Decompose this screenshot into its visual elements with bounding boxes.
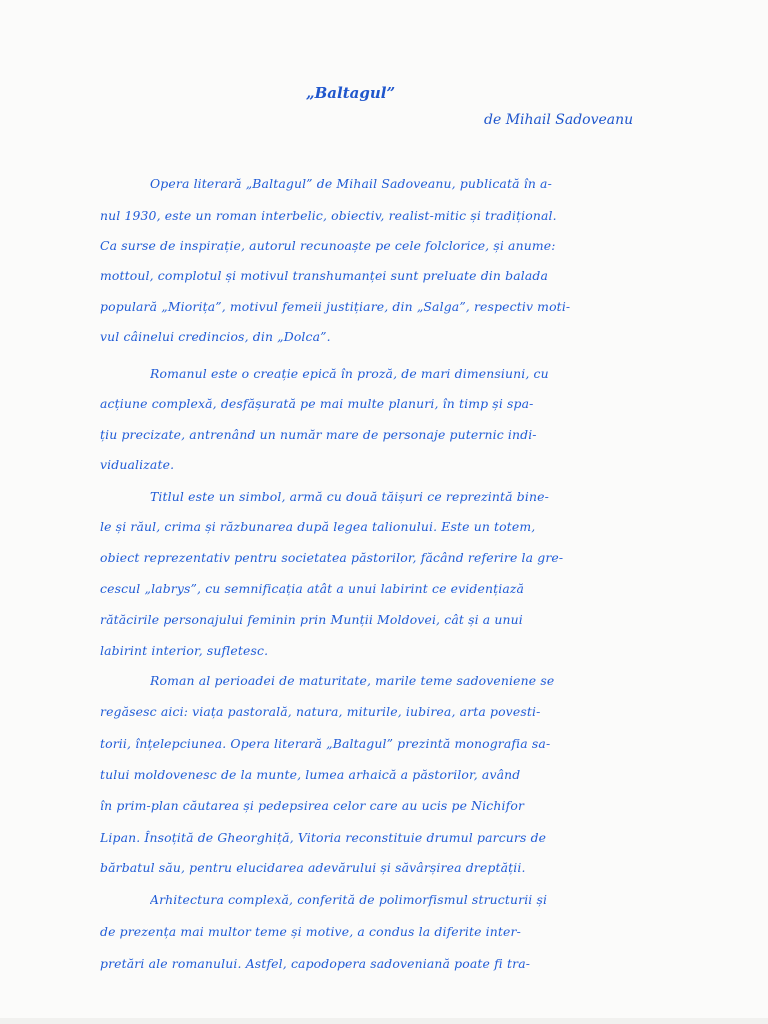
text-line: acțiune complexă, desfășurată pe mai multe planuri, în timp și spa- (100, 396, 534, 411)
text-line: regăsesc aici: viața pastorală, natura, miturile, iubirea, arta povesti- (100, 704, 541, 719)
text-line: labirint interior, sufletesc. (100, 643, 269, 658)
text-line: vul câinelui credincios, din „Dolca”. (100, 329, 331, 344)
text-line: Romanul este o creație epică în proză, de mari dimensiuni, cu (150, 366, 549, 381)
text-line: Arhitectura complexă, conferită de polimorfismul structurii și (150, 892, 548, 907)
text-line: în prim-plan căutarea și pedepsirea celor care au ucis pe Nichifor (100, 798, 525, 813)
text-line: obiect reprezentativ pentru societatea păstorilor, făcând referire la gre- (100, 550, 564, 565)
text-line: pretări ale romanului. Astfel, capodopera sadoveniană poate fi tra- (100, 956, 531, 971)
text-line: de prezența mai multor teme și motive, a condus la diferite inter- (100, 924, 521, 939)
text-line: tului moldovenesc de la munte, lumea arhaică a păstorilor, având (100, 767, 521, 782)
text-line: le și răul, crima și răzbunarea după legea talionului. Este un totem, (100, 519, 536, 534)
text-line: Ca surse de inspirație, autorul recunoaște pe cele folclorice, și anume: (100, 238, 556, 253)
text-line: Roman al perioadei de maturitate, marile teme sadoveniene se (150, 673, 555, 688)
essay-title: „Baltagul” (306, 84, 396, 102)
text-line: Opera literară „Baltagul” de Mihail Sadoveanu, publicată în a- (150, 176, 552, 191)
text-line: bărbatul său, pentru elucidarea adevărului și săvârșirea dreptății. (100, 860, 526, 875)
text-line: mottoul, complotul și motivul transhumanței sunt preluate din balada (100, 268, 549, 283)
text-line: vidualizate. (100, 457, 175, 472)
text-line: nul 1930, este un roman interbelic, obiectiv, realist-mitic și tradițional. (100, 208, 557, 223)
text-line: țiu precizate, antrenând un număr mare de personaje puternic indi- (100, 427, 537, 442)
text-line: populară „Miorița”, motivul femeii justițiare, din „Salga”, respectiv moti- (100, 299, 571, 314)
text-line: Titlul este un simbol, armă cu două tăișuri ce reprezintă bine- (150, 489, 549, 504)
text-line: cescul „labrys”, cu semnificația atât a unui labirint ce evidențiază (100, 581, 525, 596)
essay-author: de Mihail Sadoveanu (484, 112, 634, 128)
text-line: torii, înțelepciunea. Opera literară „Baltagul” prezintă monografia sa- (100, 736, 551, 751)
text-line: Lipan. Însoțită de Gheorghiță, Vitoria reconstituie drumul parcurs de (100, 830, 547, 845)
paper-bottom-edge (0, 1018, 768, 1024)
text-line: rătăcirile personajului feminin prin Munții Moldovei, cât și a unui (100, 612, 523, 627)
